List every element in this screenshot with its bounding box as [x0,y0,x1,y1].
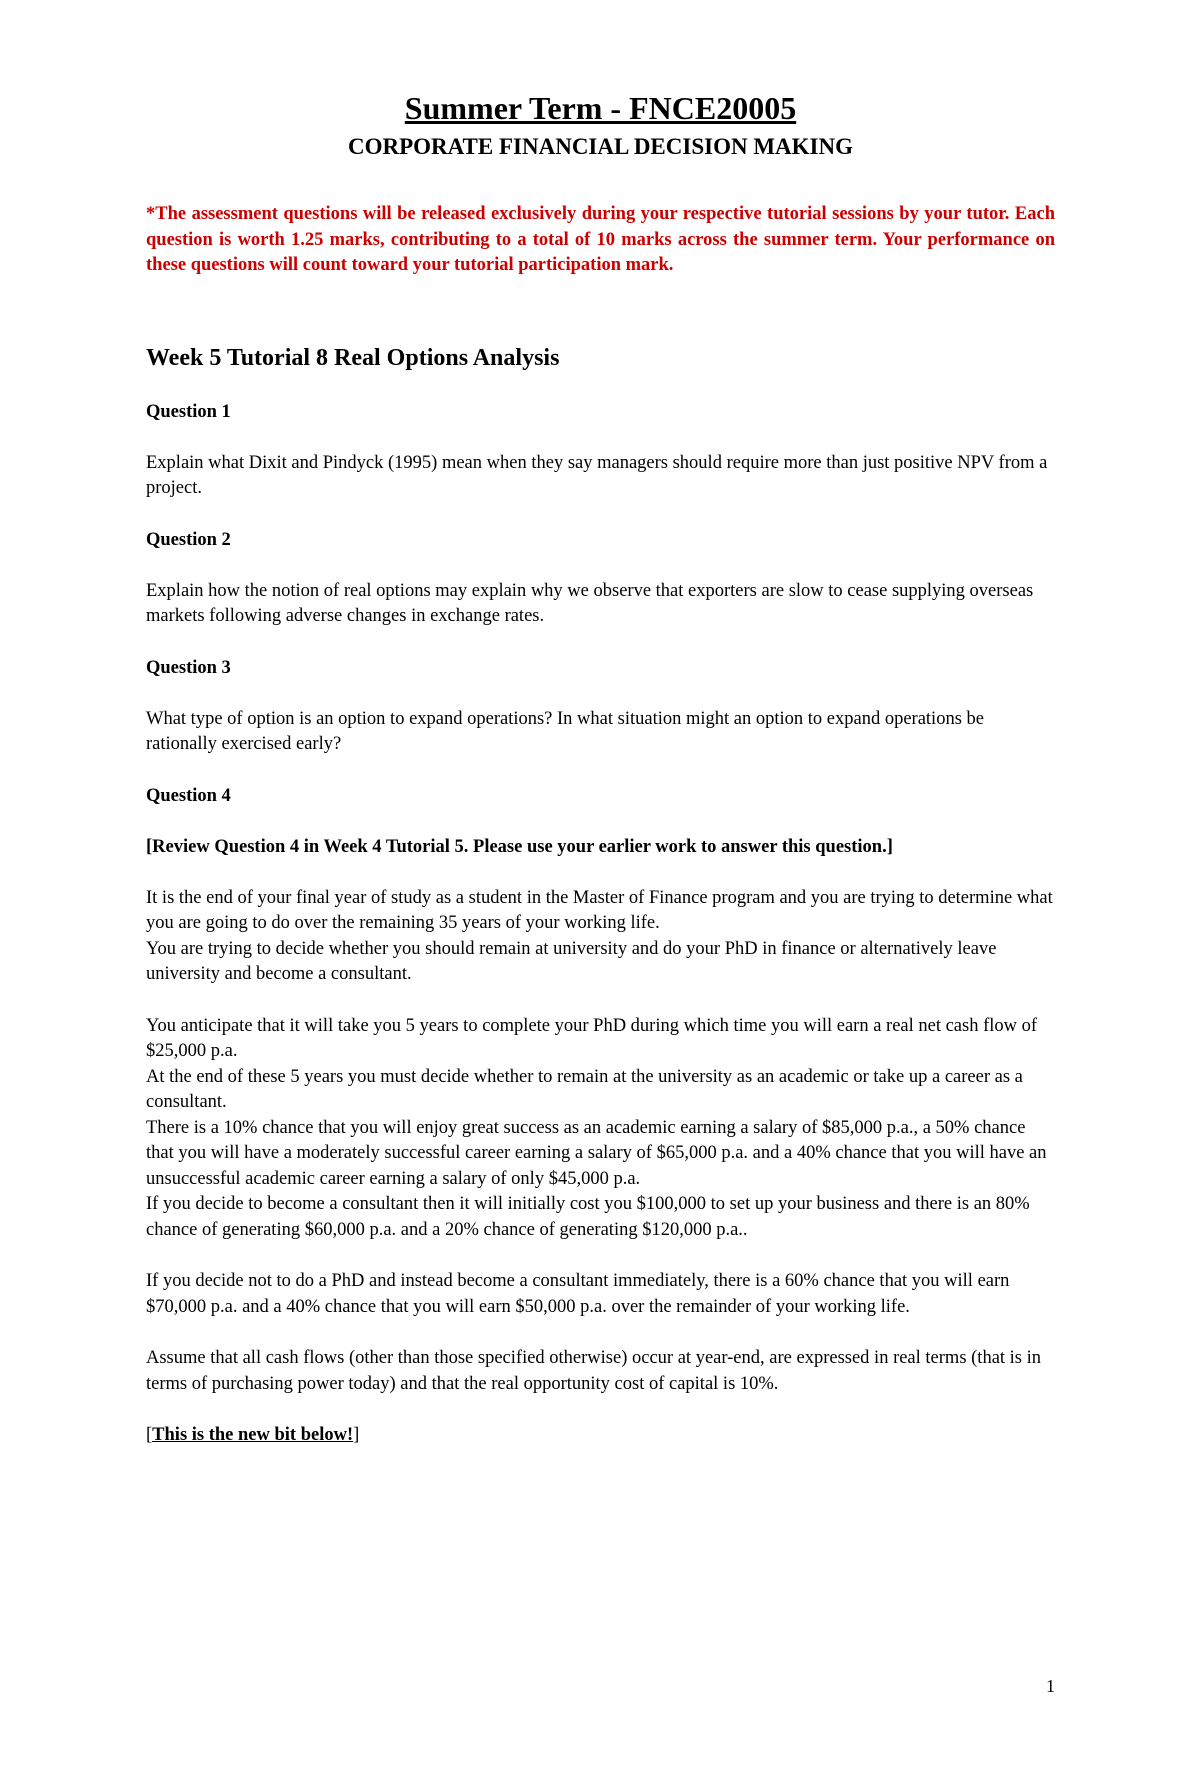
course-subtitle: CORPORATE FINANCIAL DECISION MAKING [348,134,853,159]
week-heading: Week 5 Tutorial 8 Real Options Analysis [146,344,560,371]
paragraph-line: If you decide to become a consultant then it will initially cost you $100,000 to set up your business and there is an 80% chance of generating $60,000 p.a. and a 20% chance of generating $120,000 p.a.. [146,1194,1030,1240]
question-4-label: Question 4 [146,785,231,806]
question-4-paragraph-2 [146,1014,1055,1244]
question-4-paragraph-1 [146,886,1055,988]
paragraph-line: You are trying to decide whether you should remain at university and do your PhD in finance or alternatively leave university and become a consultant. [146,938,997,984]
bracket-close: ] [353,1425,360,1445]
paragraph-line: There is a 10% chance that you will enjoy great success as an academic earning a salary of $85,000 p.a., a 50% chance that you will have a moderately successful career earning a salary of $65,000 p.a. and a 40% chance that you will have an unsuccessful academic career earning a salary of only $45,000 p.a. [146,1117,1047,1189]
question-1-label: Question 1 [146,401,231,422]
question-3-text: What type of option is an option to expand operations? In what situation might an option to expand operations be rationally exercised early? [146,708,984,754]
new-bit-text: This is the new bit below! [152,1425,354,1445]
document-title: Summer Term - FNCE20005 [404,90,797,126]
bracket-open: [ [146,1425,153,1445]
question-2-label: Question 2 [146,529,231,550]
assessment-notice: *The assessment questions will be released exclusively during your respective tutorial sessions by your tutor. Each question is worth 1.25 marks, contributing to a total of 10 marks across the summer term. Your performance on these questions will count toward your tutorial participation mark. [146,204,1055,275]
paragraph-line: You anticipate that it will take you 5 years to complete your PhD during which time you will earn a real net cash flow of $25,000 p.a. [146,1015,1038,1061]
question-4-review-note: [Review Question 4 in Week 4 Tutorial 5. Please use your earlier work to answer this question.] [146,836,893,857]
document-page [0,88,1200,1784]
new-bit-marker [146,1423,1055,1448]
question-2-text: Explain how the notion of real options may explain why we observe that exporters are slow to cease supplying overseas markets following adverse changes in exchange rates. [146,580,1034,626]
question-4-paragraph-4: Assume that all cash flows (other than those specified otherwise) occur at year-end, are expressed in real terms (that is in terms of purchasing power today) and that the real opportunity cost of capital is 10%. [146,1348,1042,1394]
paragraph-line: At the end of these 5 years you must decide whether to remain at the university as an academic or take up a career as a consultant. [146,1066,1023,1112]
page-number: 1 [1046,1676,1055,1696]
question-3-label: Question 3 [146,657,231,678]
paragraph-line: It is the end of your final year of study as a student in the Master of Finance program and you are trying to determine what you are going to do over the remaining 35 years of your working life. [146,887,1053,933]
question-1-text: Explain what Dixit and Pindyck (1995) mean when they say managers should require more than just positive NPV from a project. [146,452,1048,498]
question-4-paragraph-3: If you decide not to do a PhD and instead become a consultant immediately, there is a 60% chance that you will earn $70,000 p.a. and a 40% chance that you will earn $50,000 p.a. over the remainder of your working life. [146,1271,1010,1317]
